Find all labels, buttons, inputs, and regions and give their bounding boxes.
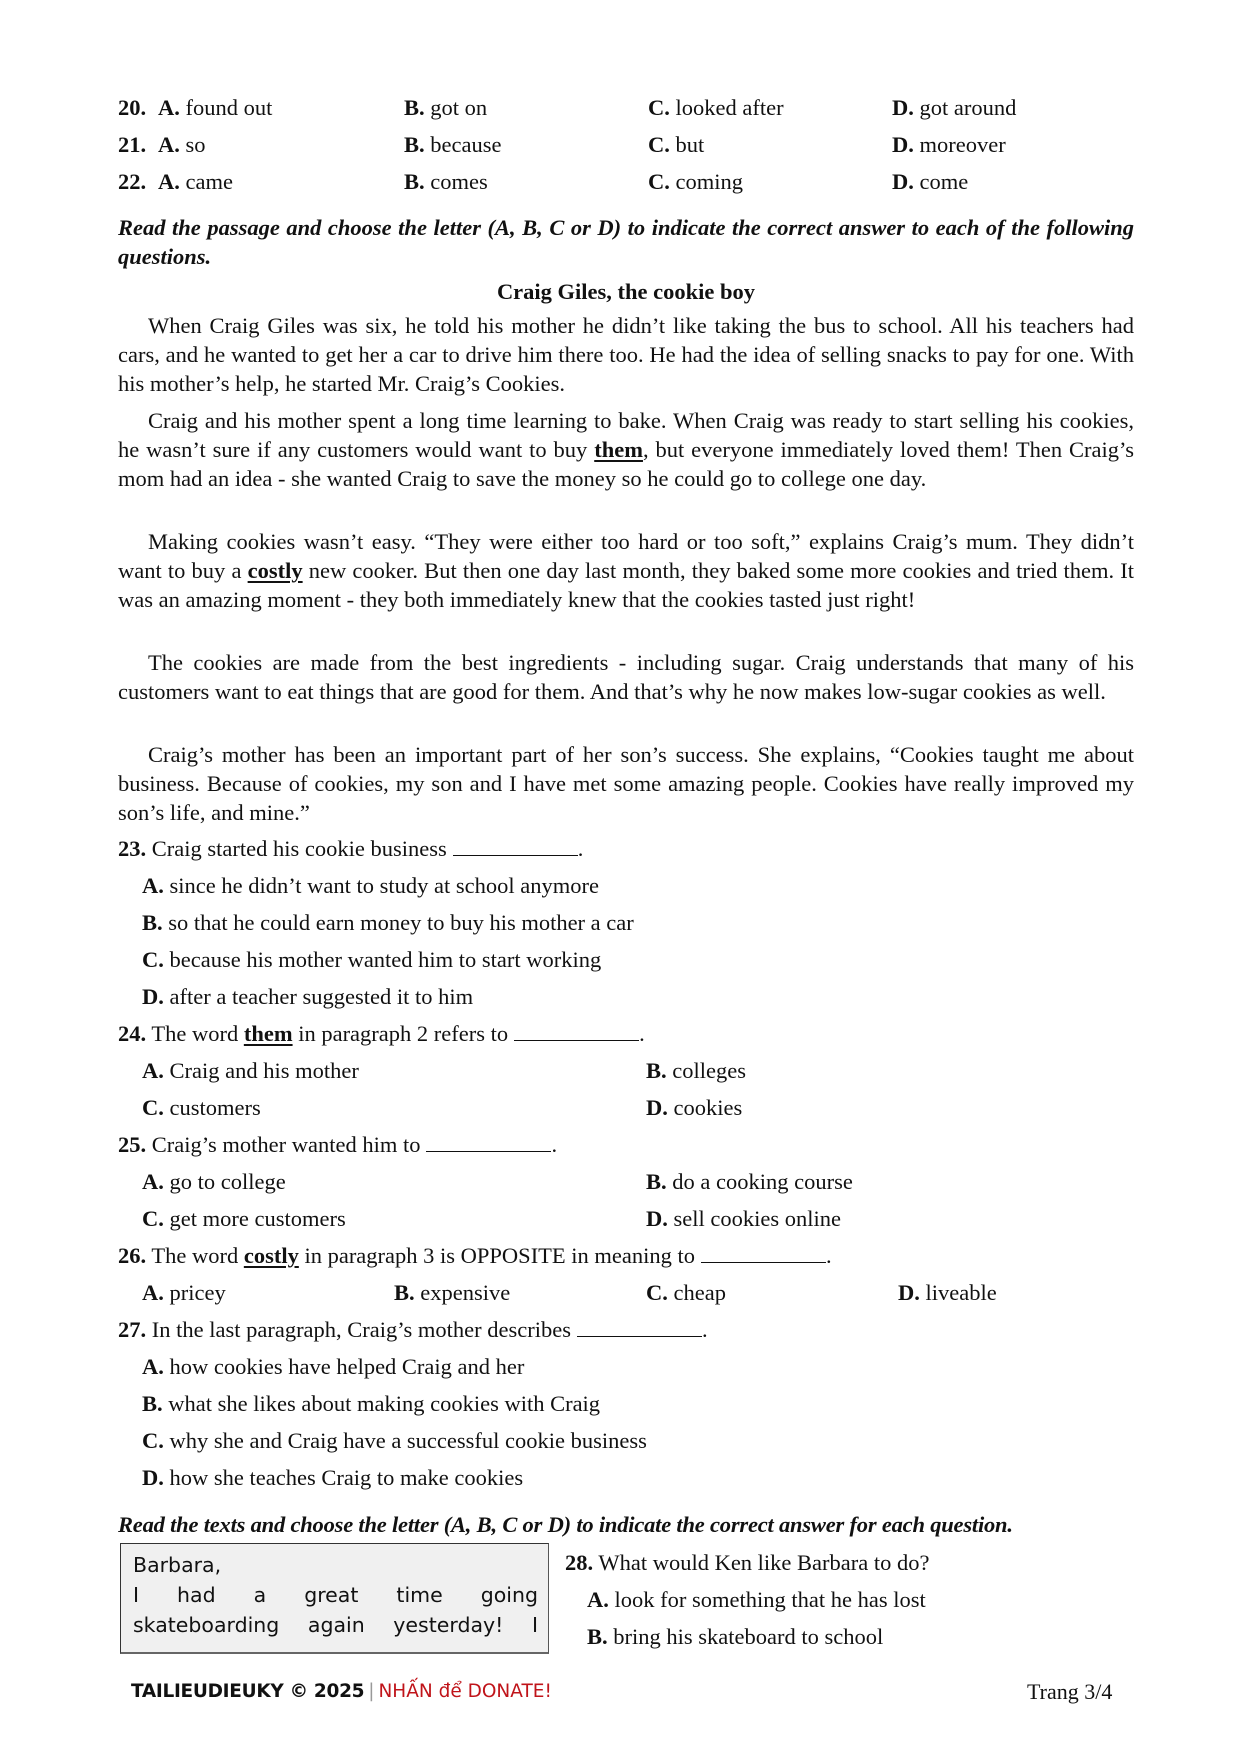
option-b: B. comes [404, 169, 488, 194]
q24-option-b: B. colleges [646, 1058, 746, 1083]
answer-blank [514, 1020, 639, 1041]
answer-blank [577, 1316, 702, 1337]
option-b: B. got on [404, 95, 488, 120]
paragraph-text: Craig and his mother spent a long time learning to bake. When Craig was ready to start selling his cookies, he wasn’t sure if any customers would want to buy them, but everyone immediately loved them! Then Craig’s mom had an idea - she wanted Craig to save the money so he could go to college one day. [118, 408, 1134, 491]
question-24-stem: 24. The word them in paragraph 2 refers to . [118, 1021, 645, 1046]
passage-title: Craig Giles, the cookie boy [496, 279, 756, 304]
note-greeting: Barbara, [133, 1553, 222, 1577]
q23-option-b: B. so that he could earn money to buy his mother a car [142, 910, 634, 935]
paragraph-text: Craig’s mother has been an important part of her son’s success. She explains, “Cookies taught me about business. Because of cookies, my son and I have met some amazing people. Cookies have really improved my son’s life, and mine.” [118, 742, 1134, 825]
option-d: D. got around [892, 95, 1017, 120]
passage-paragraph-1 [118, 311, 1134, 398]
note-text-box [120, 1543, 549, 1654]
paragraph-text: The cookies are made from the best ingredients - including sugar. Craig understands that many of his customers want to eat things that are good for them. And that’s why he now makes low-sugar cookies as well. [118, 650, 1134, 704]
option-a: A. came [158, 169, 233, 194]
q25-option-b: B. do a cooking course [646, 1169, 853, 1194]
q27-option-c: C. why she and Craig have a successful cookie business [142, 1428, 647, 1453]
texts-instruction: Read the texts and choose the letter (A, B, C or D) to indicate the correct answer for each question. [118, 1512, 1013, 1537]
question-23-stem: 23. Craig started his cookie business . [118, 836, 584, 861]
option-a: A. found out [158, 95, 273, 120]
q26-option-c: C. cheap [646, 1280, 726, 1305]
donate-link[interactable]: NHẤN để DONATE! [378, 1681, 552, 1702]
q23-option-c: C. because his mother wanted him to start working [142, 947, 602, 972]
q24-option-a: A. Craig and his mother [142, 1058, 359, 1083]
reading-instruction: Read the passage and choose the letter (A, B, C or D) to indicate the correct answer to each of the following questions. [118, 215, 1134, 269]
q27-option-a: A. how cookies have helped Craig and her [142, 1354, 525, 1379]
q25-option-d: D. sell cookies online [646, 1206, 841, 1231]
option-d: D. come [892, 169, 969, 194]
q24-option-c: C. customers [142, 1095, 261, 1120]
q28-option-a: A. look for something that he has lost [587, 1587, 926, 1612]
brand-name: TAILIEUDIEUKY © 2025 [131, 1681, 365, 1702]
page-number: Trang 3/4 [1027, 1679, 1113, 1704]
answer-blank [701, 1242, 826, 1263]
footer-brand [131, 1679, 552, 1705]
q27-option-b: B. what she likes about making cookies with Craig [142, 1391, 601, 1416]
question-27-stem: 27. In the last paragraph, Craig’s mother describes . [118, 1317, 708, 1342]
keyword-costly: costly [243, 1243, 299, 1268]
answer-blank [453, 835, 578, 856]
q26-option-b: B. expensive [394, 1280, 511, 1305]
q26-option-a: A. pricey [142, 1280, 226, 1305]
option-b: B. because [404, 132, 502, 157]
question-number: 20. [118, 95, 147, 120]
q23-option-d: D. after a teacher suggested it to him [142, 984, 474, 1009]
question-25-stem: 25. Craig’s mother wanted him to . [118, 1132, 558, 1157]
option-a: A. so [158, 132, 206, 157]
keyword-them: them [594, 437, 643, 462]
q28-option-b: B. bring his skateboard to school [587, 1624, 884, 1649]
q24-option-d: D. cookies [646, 1095, 743, 1120]
note-line: I had a great time going [133, 1583, 538, 1607]
footer-separator: | [368, 1681, 375, 1702]
passage-paragraph-5 [118, 740, 1134, 827]
option-c: C. but [648, 132, 705, 157]
answer-blank [426, 1131, 551, 1152]
q25-option-a: A. go to college [142, 1169, 286, 1194]
option-d: D. moreover [892, 132, 1006, 157]
option-c: C. looked after [648, 95, 784, 120]
question-28-stem: 28. What would Ken like Barbara to do? [565, 1550, 930, 1575]
q23-option-a: A. since he didn’t want to study at school anymore [142, 873, 599, 898]
q27-option-d: D. how she teaches Craig to make cookies [142, 1465, 524, 1490]
question-number: 22. [118, 169, 147, 194]
keyword-costly: costly [247, 558, 303, 583]
q25-option-c: C. get more customers [142, 1206, 346, 1231]
option-c: C. coming [648, 169, 743, 194]
paragraph-text: When Craig Giles was six, he told his mother he didn’t like taking the bus to school. All his teachers had cars, and he wanted to get her a car to drive him there too. He had the idea of selling snacks to pay for one. With his mother’s help, he started Mr. Craig’s Cookies. [118, 313, 1134, 396]
question-26-stem: 26. The word costly in paragraph 3 is OPPOSITE in meaning to . [118, 1243, 832, 1268]
question-number: 21. [118, 132, 147, 157]
keyword-them: them [243, 1021, 293, 1046]
note-line: skateboarding again yesterday! I [133, 1613, 538, 1637]
passage-paragraph-4 [118, 648, 1134, 706]
q26-option-d: D. liveable [898, 1280, 997, 1305]
passage-paragraph-3 [118, 527, 1134, 614]
paragraph-text: Making cookies wasn’t easy. “They were either too hard or too soft,” explains Craig’s mum. They didn’t want to buy a costly new cooker. But then one day last month, they baked some more cookies and tried them. It was an amazing moment - they both immediately knew that the cookies tasted just right! [118, 529, 1135, 612]
passage-paragraph-2 [118, 406, 1134, 493]
